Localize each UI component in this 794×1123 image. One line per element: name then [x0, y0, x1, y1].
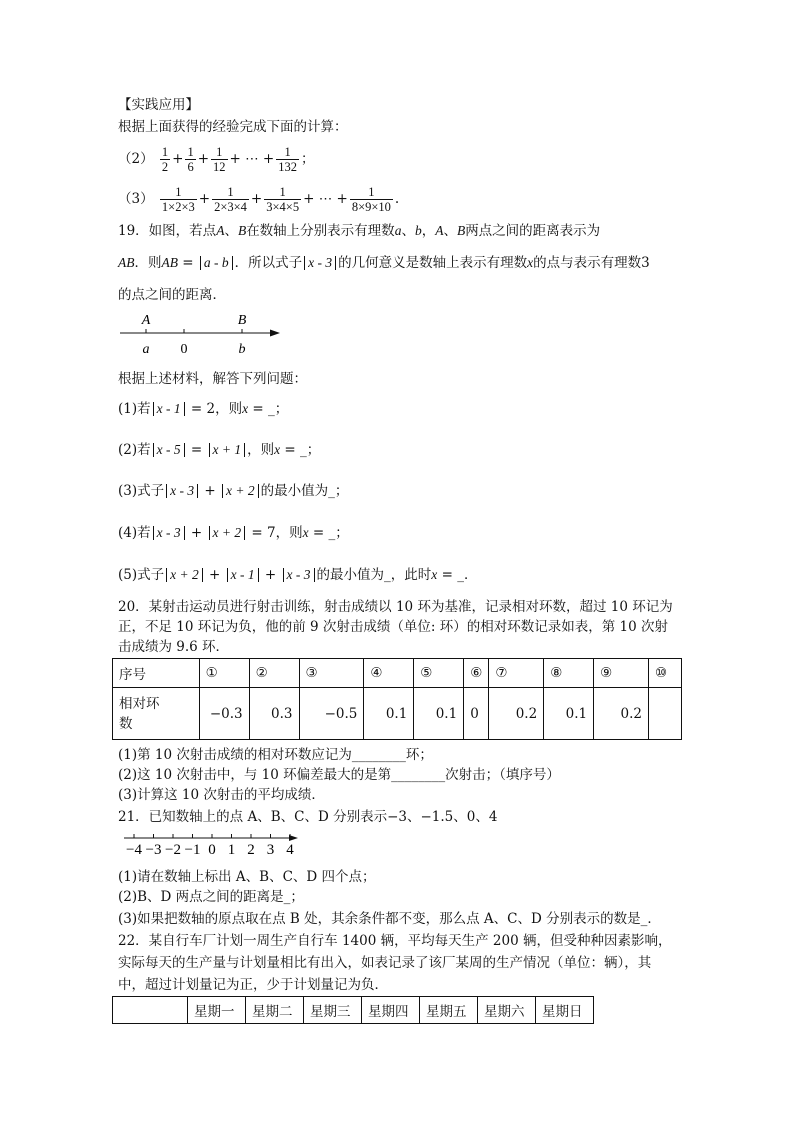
q19-prompt: 根据上述材料，解答下列问题：: [118, 371, 307, 387]
q19-part-4: (4)若 x - 3 + x + 2 = 7，则x = _；: [118, 525, 349, 541]
fraction: $\frac{1}{1\times 2\times 3}$: [161, 185, 195, 214]
axis-ticks: [134, 834, 290, 838]
table-cell: 0.2: [594, 688, 649, 740]
table-header-row: [113, 997, 594, 1024]
q19-part-5: (5)式子 x + 2 + x - 1 + x - 3 的最小值为_，此时x = _．: [118, 567, 478, 583]
q21-part-3: (3)如果把数轴的原点取在点 B 处，其余条件都不变，那么点 A、C、D 分别表示的数是_．: [118, 911, 661, 927]
table-cell: 0: [464, 688, 489, 740]
fraction: $\frac{1}{6}$: [187, 145, 194, 174]
q20-line-3: 击成绩为 9.6 环．: [118, 639, 230, 655]
q19-line-2: AB．则AB = a - b ．所以式子 x - 3 的几何意义是数轴上表示有理数x的点与表示有理数3: [118, 255, 650, 271]
axis-tick-label: −2: [165, 842, 181, 858]
table-header-cell: 星期二: [246, 997, 304, 1024]
axis-tick-label: 0: [208, 842, 216, 858]
table-header-cell: 星期六: [478, 997, 536, 1024]
table-header-cell: ⑤: [414, 659, 464, 688]
table-header-cell: ⑩: [648, 659, 681, 688]
q20-line-2: 正，不足 10 环记为负，他的前 9 次射击成绩（单位: 环）的相对环数记录如表，第 10 次射: [118, 619, 669, 635]
value-label-b: b: [238, 342, 246, 357]
table-cell: −0.5: [299, 688, 364, 740]
table-header-cell: ③: [299, 659, 364, 688]
fraction: $\frac{1}{12}$: [213, 145, 226, 174]
table-cell: 0.1: [414, 688, 464, 740]
section-title: 【实践应用】: [118, 97, 199, 113]
q21-part-1: (1)请在数轴上标出 A、B、C、D 四个点；: [118, 869, 376, 885]
table-header-cell: [113, 997, 188, 1024]
q20-line-1: 20．某射击运动员进行射击训练，射击成绩以 10 环为基准，记录相对环数，超过 10 环记为: [118, 599, 673, 615]
axis-tick-label: 3: [266, 842, 275, 858]
q22-line-1: 22．某自行车厂计划一周生产自行车 1400 辆，平均每天生产 200 辆，但受种种因素影响，: [118, 933, 672, 949]
table-cell: 0.1: [544, 688, 594, 740]
fraction: $\frac{1}{2}$: [161, 145, 169, 174]
fraction: $\frac{1}{8\times 9\times 10}$: [351, 185, 391, 214]
axis-tick-label: 4: [286, 842, 294, 858]
table-row-label: 相对环 数: [113, 688, 200, 740]
q21-line-1: 21．已知数轴上的点 A、B、C、D 分别表示−3、−1.5、0、4: [118, 809, 498, 825]
q19-part-1: (1)若 x - 1 = 2，则x = _；: [118, 401, 289, 417]
intro-text: 根据上面获得的经验完成下面的计算：: [118, 119, 348, 135]
table-header-cell: 星期四: [362, 997, 420, 1024]
table-header-cell: ②: [249, 659, 299, 688]
calc-item-3: （3） $\frac{1}{1\times 2\times 3}$ + $\frac{1}{2\times 3\times 4}$ + $\frac{1}{3\times 4\times 5}$ + ⋯ + $\frac{1}{8\times 9\times 10}$ .: [118, 185, 400, 214]
table-cell: [648, 688, 681, 740]
axis-tick-label: −4: [126, 842, 142, 858]
q21-part-2: (2)B、D 两点之间的距离是_；: [118, 889, 304, 905]
table-header-cell: ①: [199, 659, 249, 688]
value-label-a: a: [142, 342, 150, 357]
q19-part-3: (3)式子 x - 3 + x + 2 的最小值为_；: [118, 483, 349, 499]
q21-number-line: [114, 832, 314, 860]
calc-item-2: （2） $\frac{1}{2}$ + $\frac{1}{6}$ + $\frac{1}{12}$ + ⋯ + $\frac{1}{132}$ ；: [118, 145, 315, 174]
table-header-cell: ⑥: [464, 659, 489, 688]
axis-tick-label: 2: [247, 842, 255, 858]
table-header-label: 序号: [113, 659, 200, 688]
table-header-cell: ④: [364, 659, 414, 688]
table-value-row: [113, 688, 682, 740]
q19-part-2: (2)若 x - 5 = x + 1 ，则x = _；: [118, 442, 321, 458]
table-header-cell: ⑦: [489, 659, 544, 688]
q20-score-table: [112, 658, 682, 740]
table-header-cell: 星期日: [536, 997, 594, 1024]
point-label-B: B: [237, 313, 247, 328]
point-label-A: A: [141, 313, 151, 328]
table-cell: 0.3: [249, 688, 299, 740]
table-header-cell: ⑨: [594, 659, 649, 688]
fraction: $\frac{1}{3\times 4\times 5}$: [266, 185, 300, 214]
axis-tick-label: −3: [145, 842, 162, 858]
table-cell: −0.3: [199, 688, 249, 740]
q20-part-3: (3)计算这 10 次射击的平均成绩．: [118, 787, 325, 803]
table-header-cell: 星期一: [188, 997, 246, 1024]
table-cell: 0.1: [364, 688, 414, 740]
q20-part-1: (1)第 10 次射击成绩的相对环数应记为________环；: [118, 747, 433, 763]
table-header-cell: 星期五: [420, 997, 478, 1024]
q20-part-2: (2)这 10 次射击中，与 10 环偏差最大的是第________次射击；（填序号）: [118, 767, 560, 783]
value-label-0: 0: [180, 342, 188, 357]
axis-tick-label: 1: [227, 842, 236, 858]
axis-tick-label: −1: [184, 842, 201, 858]
axis-labels: [126, 842, 294, 858]
table-header-row: [113, 659, 682, 688]
table-cell: 0.2: [489, 688, 544, 740]
q19-line-3: 的点之间的距离．: [118, 287, 226, 303]
q22-line-2: 实际每天的生产量与计划量相比有出入，如表记录了该厂某周的生产情况（单位：辆），其: [118, 955, 652, 971]
q22-production-table: [112, 996, 594, 1024]
fraction: $\frac{1}{2\times 3\times 4}$: [214, 185, 247, 214]
fraction: $\frac{1}{132}$: [278, 145, 297, 174]
table-header-cell: ⑧: [544, 659, 594, 688]
axis-arrow: [270, 330, 280, 337]
table-header-cell: 星期三: [304, 997, 362, 1024]
q22-line-3: 中，超过计划量记为正，少于计划量记为负．: [118, 977, 388, 993]
q19-number-line: [114, 308, 294, 360]
q19-line-1: 19．如图，若点A、B在数轴上分别表示有理数a、b，A、B两点之间的距离表示为: [118, 223, 601, 239]
